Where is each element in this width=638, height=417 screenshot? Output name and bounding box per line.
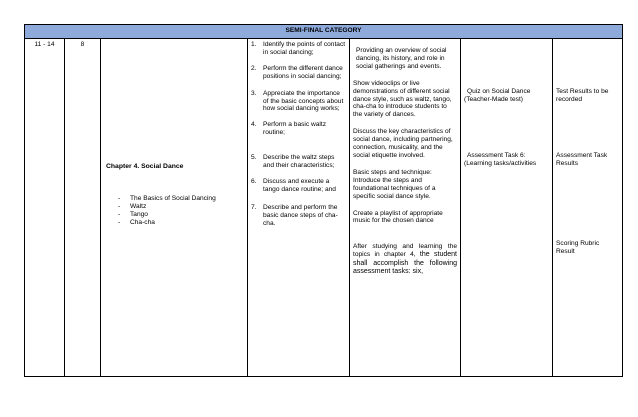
objective-number: 7. [251, 203, 257, 211]
objective-item [251, 90, 346, 114]
objective-item [251, 41, 346, 57]
objective-number: 3. [251, 89, 257, 97]
objective-item [251, 204, 346, 228]
objective-number: 6. [251, 177, 257, 185]
assessment-item [464, 152, 549, 168]
assessment-line: (Learning tasks/activities [464, 159, 537, 167]
objective-item [251, 178, 346, 194]
assessment-item [464, 88, 549, 104]
activity-item: Basic steps and technique: Introduce the steps and foundational techniques of a specific social dance style. [353, 168, 436, 200]
objective-text: Describe and perform the basic dance steps of cha-cha. [263, 203, 338, 227]
category-header: SEMI-FINAL CATEGORY [25, 25, 623, 39]
topic-item: - Tango [118, 211, 244, 219]
objectives-list [251, 41, 346, 228]
output-item: Test Results to be recorded [556, 88, 609, 103]
activities-cell [350, 39, 461, 377]
activity-item: Show videoclips or live demonstrations of different social dance style, such as waltz, tango, cha-cha to introduce students to the variety of dances. [353, 79, 452, 119]
activity-closing-a: After studying and learning the topics in chapter 4, [353, 243, 457, 259]
objective-text: Describe the waltz steps and their characteristics; [263, 154, 335, 170]
objective-text: Appreciate the importance of the basic concepts about how social dancing works; [263, 89, 344, 113]
topic-item: - The Basics of Social Dancing [118, 195, 244, 203]
hours-cell: 8 [65, 39, 101, 377]
weeks-cell: 11 - 14 [25, 39, 65, 377]
objective-number: 5. [251, 154, 257, 162]
topic-list [104, 195, 244, 227]
objective-item [251, 154, 346, 170]
objective-item [251, 121, 346, 137]
output-item: Assessment Task Results [556, 151, 608, 167]
activity-item: Providing an overview of social dancing, its history, and role in social gatherings and events. [356, 47, 447, 70]
topic-cell [101, 39, 248, 377]
topic-item: - Waltz [118, 203, 244, 211]
objective-item [251, 65, 346, 81]
objective-number: 4. [251, 121, 257, 129]
output-item: Scoring Rubric Result [556, 239, 600, 255]
activity-item [353, 243, 457, 276]
topic-item: - Cha-cha [118, 219, 244, 227]
syllabus-table [24, 24, 623, 377]
objective-text: Perform the different dance positions in social dancing; [263, 64, 343, 80]
assessment-line: Assessment Task 6: [467, 151, 526, 159]
activity-closing-b: the student shall accomplish the following assessment tasks: six, [353, 251, 457, 275]
output-cell [553, 39, 623, 377]
objective-number: 2. [251, 64, 257, 72]
activity-item: Create a playlist of appropriate music for the chosen dance [353, 209, 443, 225]
objective-text: Perform a basic waltz routine; [263, 121, 327, 137]
objectives-cell [248, 39, 350, 377]
topic-title: Chapter 4. Social Dance [106, 163, 184, 170]
objective-text: Identify the points of contact in social dancing; [263, 41, 346, 56]
activity-item: Discuss the key characteristics of social dance, including partnering, connection, musicality, and the social etiquette involved. [353, 128, 453, 159]
assessment-line: Quiz on Social Dance [467, 88, 531, 95]
assessment-line: (Teacher-Made test) [464, 95, 523, 103]
objective-number: 1. [251, 41, 257, 48]
assessment-cell [461, 39, 553, 377]
objective-text: Discuss and execute a tango dance routine; and [263, 177, 336, 193]
